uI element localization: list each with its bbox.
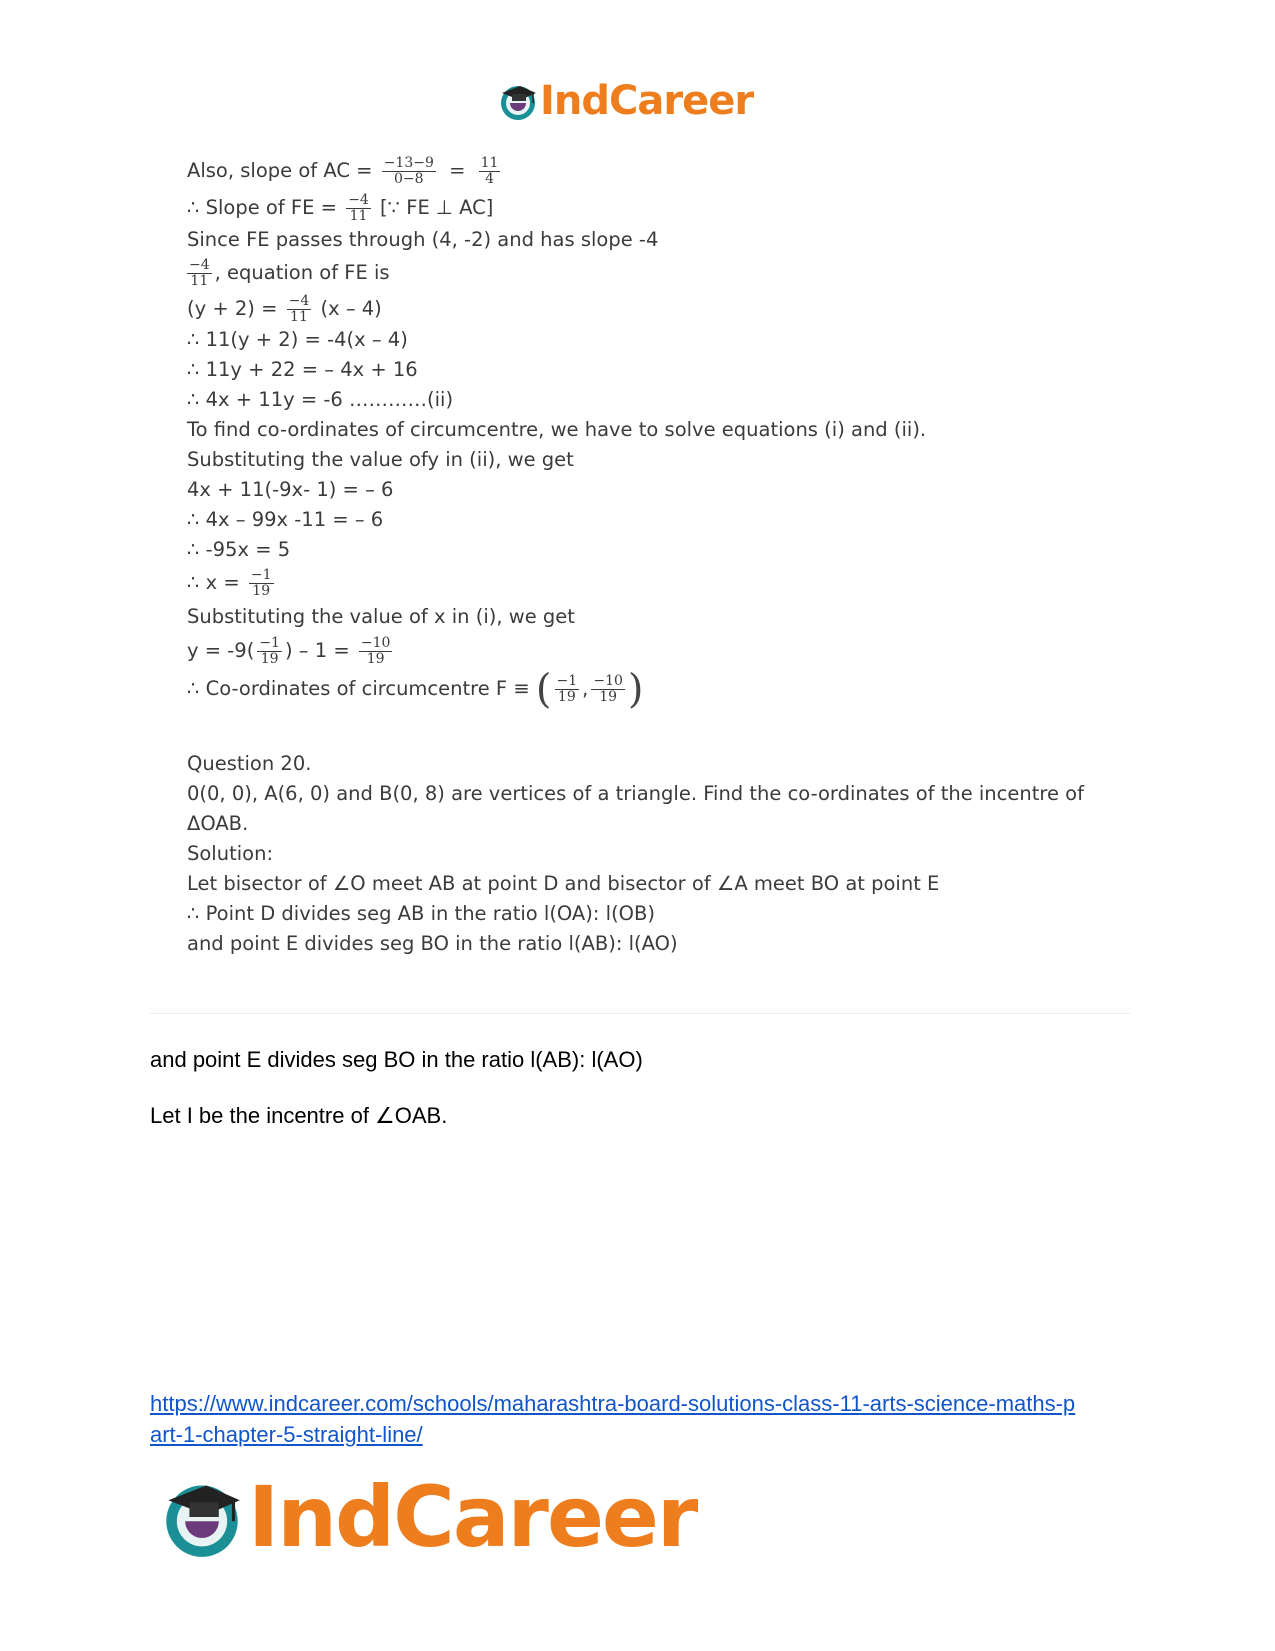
text-line: 0(0, 0), A(6, 0) and B(0, 8) are vertices of a triangle. Find the co-ordinates of the incentre of <box>187 782 1084 805</box>
header-logo[interactable] <box>498 78 753 124</box>
fraction: $\frac{-1}{19}$ <box>556 673 578 705</box>
text-line: ΔOAB. <box>187 812 249 835</box>
fraction: $\frac{-13-9}{0-8}$ <box>383 155 434 187</box>
text-line: ∴ 4x + 11y = -6 …………(ii) <box>187 388 454 411</box>
math-line-circumcentre: ∴ Co-ordinates of circumcentre F ≡ ( $\frac{-1}{19}$ , $\frac{-10}{19}$ ) <box>187 666 644 713</box>
solution-image <box>150 148 1130 1013</box>
graduation-cap-globe-icon <box>160 1475 244 1559</box>
footer-logo[interactable] <box>160 1468 696 1566</box>
question-heading: Question 20. <box>187 752 312 775</box>
fraction: $\frac{11}{4}$ <box>480 155 499 187</box>
math-line-fe-equation: (y + 2) = $\frac{-4}{11}$ (x – 4) <box>187 293 382 325</box>
math-line-slope-ac: Also, slope of AC = $\frac{-13-9}{0-8}$ = $\frac{11}{4}$ <box>187 155 499 187</box>
source-link[interactable]: https://www.indcareer.com/schools/maharashtra-board-solutions-class-11-arts-science-maths-p art-1-chapter-5-straight-line/ <box>150 1391 1076 1447</box>
math-line-x-value: ∴ x = $\frac{-1}{19}$ <box>187 567 272 599</box>
logo-wordmark: IndCareer <box>540 78 754 124</box>
fraction: $\frac{-10}{19}$ <box>360 635 391 667</box>
text-line: To find co-ordinates of circumcentre, we have to solve equations (i) and (ii). <box>187 418 927 441</box>
text-line: and point E divides seg BO in the ratio l(AB): l(AO) <box>187 932 678 955</box>
text-line: ∴ 4x – 99x -11 = – 6 <box>187 508 384 531</box>
text-line: 4x + 11(-9x- 1) = – 6 <box>187 478 394 501</box>
text-line: ∴ 11y + 22 = – 4x + 16 <box>187 358 418 381</box>
text-line: ∴ Point D divides seg AB in the ratio l(OA): l(OB) <box>187 902 656 925</box>
fraction: $\frac{-4}{11}$ <box>189 257 210 289</box>
body-paragraph: and point E divides seg BO in the ratio l(AB): l(AO) <box>150 1047 643 1072</box>
logo-wordmark: IndCareer <box>248 1468 697 1566</box>
text-line: ∴ -95x = 5 <box>187 538 291 561</box>
solution-heading: Solution: <box>187 842 274 865</box>
text-line: ∴ 11(y + 2) = -4(x – 4) <box>187 328 408 351</box>
math-line-fe-equation-intro: $\frac{-4}{11}$ , equation of FE is <box>189 257 390 289</box>
fraction: $\frac{-4}{11}$ <box>348 192 369 224</box>
divider <box>150 1013 1130 1014</box>
fraction: $\frac{-10}{19}$ <box>593 673 623 705</box>
math-line-slope-fe: ∴ Slope of FE = $\frac{-4}{11}$ [∵ FE ⊥ AC] <box>187 192 494 224</box>
fraction: $\frac{-4}{11}$ <box>288 293 310 325</box>
fraction: $\frac{-1}{19}$ <box>250 567 272 599</box>
fraction: $\frac{-1}{19}$ <box>259 635 280 667</box>
text-line: Since FE passes through (4, -2) and has slope -4 <box>187 228 659 251</box>
math-line-y-value: y = -9( $\frac{-1}{19}$ ) – 1 = $\frac{-10}{19}$ <box>187 635 391 667</box>
body-paragraph: Let I be the incentre of ∠OAB. <box>150 1103 448 1128</box>
graduation-cap-globe-icon <box>498 81 538 121</box>
text-line: Let bisector of ∠O meet AB at point D and bisector of ∠A meet BO at point E <box>187 872 940 895</box>
text-line: Substituting the value of x in (i), we get <box>187 605 575 628</box>
text-line: Substituting the value ofy in (ii), we get <box>187 448 574 471</box>
